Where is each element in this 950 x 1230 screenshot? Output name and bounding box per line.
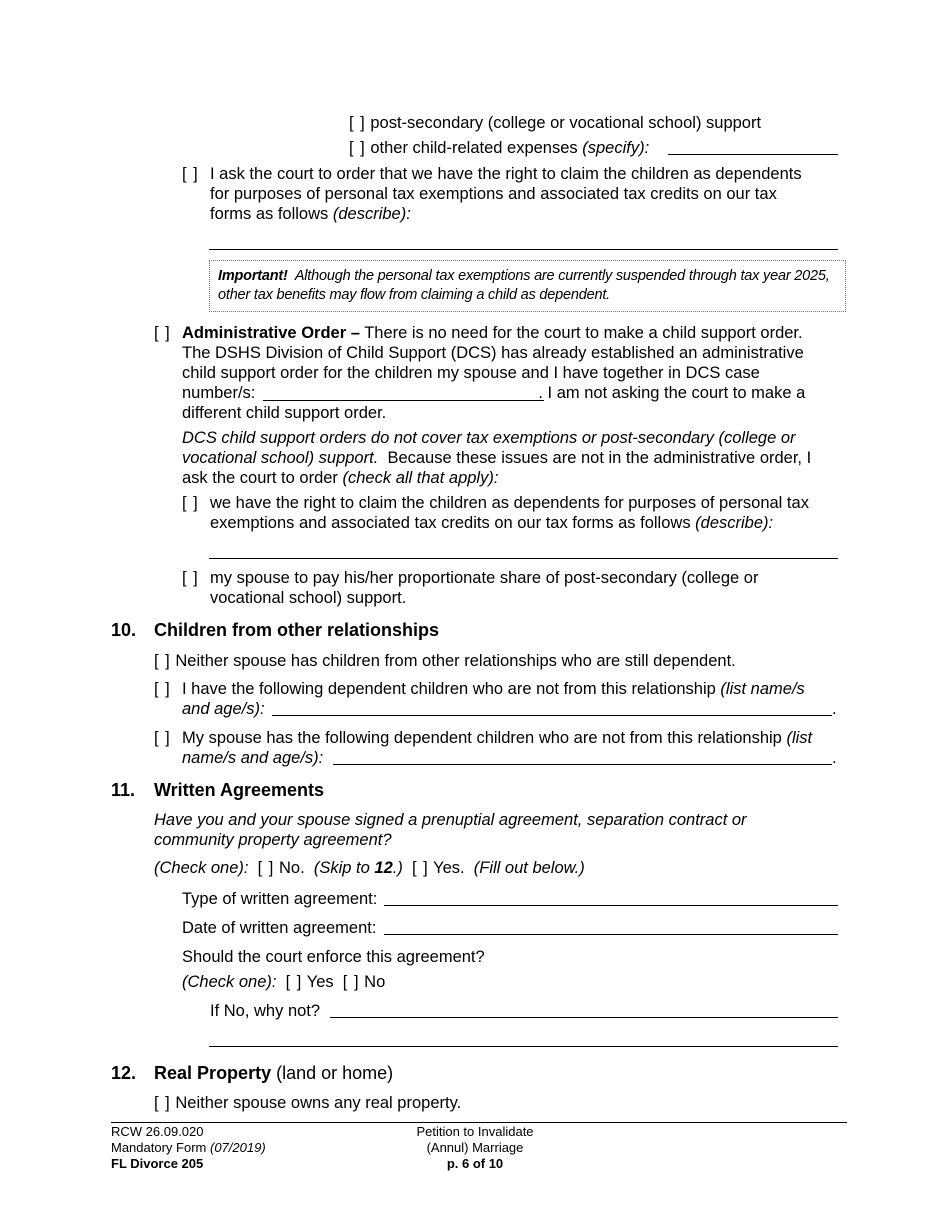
spouse-children-field[interactable] [333, 764, 832, 765]
footer-divider [111, 1122, 847, 1123]
claim-children-checkbox[interactable]: [ ] [182, 165, 199, 183]
dependents-text: we have the right to claim the children as dependents for purposes of personal tax exemptions and associated tax credits on our tax forms as follows (describe): [210, 494, 809, 532]
section-11-number: 11. [111, 780, 136, 800]
if-no-field[interactable] [330, 1017, 838, 1018]
checkbox[interactable]: [ ] [154, 1094, 171, 1112]
specify-expenses-field[interactable] [668, 154, 838, 155]
my-children-field[interactable] [272, 715, 832, 716]
checkbox[interactable]: [ ] [154, 652, 171, 670]
no-checkbox[interactable]: [ ] [257, 859, 275, 877]
enforce-no-checkbox[interactable]: [ ] [342, 973, 360, 991]
date-agreement-field[interactable] [384, 934, 838, 935]
dcs-note: DCS child support orders do not cover tax exemptions or post-secondary (college or vocational school) support. Because these issues are not in the administrative order, I ask the court to order (check all that apply): [182, 429, 812, 487]
if-no-field-line2[interactable] [209, 1046, 838, 1047]
checkbox[interactable]: [ ] [349, 114, 366, 132]
section-10-title: Children from other relationships [154, 620, 440, 640]
date-agreement-label: Date of written agreement: [182, 919, 377, 937]
if-no-label: If No, why not? [210, 1002, 321, 1020]
section-11-title: Written Agreements [154, 780, 325, 800]
post-secondary-share-text: my spouse to pay his/her proportionate share of post-secondary (college or vocational school) support. [210, 569, 759, 607]
spouse-children-text: My spouse has the following dependent children who are not from this relationship (list name/s and age/s): [182, 729, 813, 767]
checkbox[interactable]: [ ] [349, 139, 366, 157]
spouse-children-checkbox[interactable]: [ ] [154, 729, 171, 747]
other-expenses-option: [ ] other child-related expenses (specify): [349, 139, 650, 157]
important-note: Important! Although the personal tax exemptions are currently suspended through tax year 2025, other tax benefits may flow from claiming a child as dependent. [209, 260, 846, 312]
period: . [832, 749, 837, 767]
my-children-text: I have the following dependent children who are not from this relationship (list name/s and age/s): [182, 680, 805, 718]
admin-order-text: Administrative Order – There is no need for the court to make a child support order. The DSHS Division of Child Support (DCS) has already established an administrative child support order for the children my spouse and I have together in DCS case number/s: . I am not asking the court to make a different child support order. [182, 324, 806, 422]
dependents-describe-field[interactable] [209, 558, 838, 559]
dependents-checkbox[interactable]: [ ] [182, 494, 199, 512]
section-12-heading: 12. Real Property (land or home) [111, 1063, 394, 1083]
section-12-number: 12. [111, 1063, 137, 1083]
enforce-question: Should the court enforce this agreement? [182, 948, 485, 966]
my-children-checkbox[interactable]: [ ] [154, 680, 171, 698]
type-agreement-field[interactable] [384, 905, 838, 906]
section-12-title: Real Property [154, 1063, 272, 1083]
dcs-case-number-field[interactable] [263, 400, 544, 401]
section-10-number: 10. [111, 620, 137, 640]
enforce-check-one: (Check one): [ ] Yes [ ] No [182, 973, 386, 991]
claim-describe-field[interactable] [209, 249, 838, 250]
no-real-property-option: [ ] Neither spouse owns any real property. [154, 1094, 462, 1112]
agreement-check-one: (Check one): [ ] No. (Skip to 12.) [ ] Yes. (Fill out below.) [154, 859, 585, 877]
post-secondary-option: [ ] post-secondary (college or vocational school) support [349, 114, 762, 132]
footer-center: Petition to Invalidate (Annul) Marriage p. 6 of 10 [416, 1124, 534, 1171]
footer-left: RCW 26.09.020 Mandatory Form (07/2019) FL Divorce 205 [111, 1124, 266, 1171]
post-secondary-share-checkbox[interactable]: [ ] [182, 569, 199, 587]
enforce-yes-checkbox[interactable]: [ ] [285, 973, 303, 991]
type-agreement-label: Type of written agreement: [182, 890, 378, 908]
yes-checkbox[interactable]: [ ] [412, 859, 429, 877]
neither-children-option: [ ] Neither spouse has children from other relationships who are still dependent. [154, 652, 736, 670]
admin-order-checkbox[interactable]: [ ] [154, 324, 171, 342]
agreement-question: Have you and your spouse signed a prenuptial agreement, separation contract or community property agreement? [154, 811, 747, 849]
period: . [832, 700, 837, 718]
claim-children-text: I ask the court to order that we have the right to claim the children as dependents for purposes of personal tax exemptions and associated tax credits on our tax forms as follows (describe): [210, 165, 802, 223]
